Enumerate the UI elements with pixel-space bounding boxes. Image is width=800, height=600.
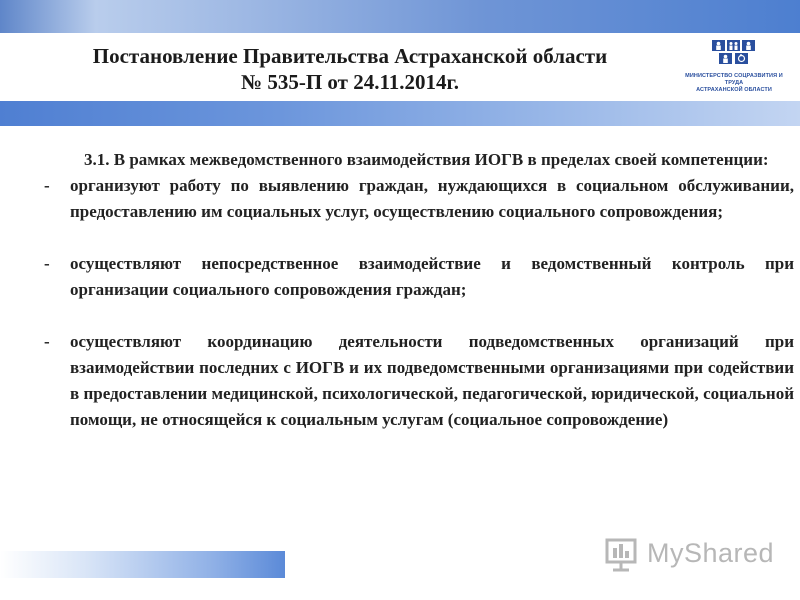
ministry-logo [678, 40, 790, 92]
watermark-brand: MyShared [647, 538, 775, 568]
list-item [44, 251, 794, 303]
watermark [603, 534, 773, 574]
list-item-text: осуществляют непосредственное взаимодействие и ведомственный контроль при организации социального сопровождения граждан; [70, 254, 794, 299]
list-item-text: организуют работу по выявлению граждан, нуждающихся в социальном обслуживании, предоставлению им социальных услуг, осуществлению социального сопровождения; [70, 176, 794, 221]
list-dash: - [44, 176, 50, 195]
document-body [44, 147, 794, 433]
ministry-emblem-icon [712, 40, 756, 64]
list-item [44, 173, 794, 225]
list-item [44, 329, 794, 433]
header-divider-bar [0, 101, 800, 126]
page-title [40, 43, 660, 95]
list-dash: - [44, 254, 50, 273]
list-item-text: осуществляют координацию деятельности подведомственных организаций при взаимодействии последних с ИОГВ и их подведомственными организациями при содействии в предоставлении медицинской, психологической, педагогической, юридической, социальной помощи, не относящейся к социальным услугам (социальное сопровождение) [70, 332, 794, 429]
list-dash: - [44, 332, 50, 351]
title-line-1: Постановление Правительства Астраханской области [92, 44, 608, 68]
top-decor-bar [0, 0, 800, 33]
footer-decor-bar [0, 551, 285, 578]
intro-paragraph: 3.1. В рамках межведомственного взаимодействия ИОГВ в пределах своей компетенции: [84, 150, 769, 169]
logo-text-line-1: МИНИСТЕРСТВО СОЦРАЗВИТИЯ И ТРУДА [685, 73, 783, 86]
title-line-2: № 535-П от 24.11.2014г. [241, 70, 459, 94]
presentation-board-icon [603, 534, 643, 574]
logo-text-line-2: АСТРАХАНСКОЙ ОБЛАСТИ [696, 87, 772, 93]
